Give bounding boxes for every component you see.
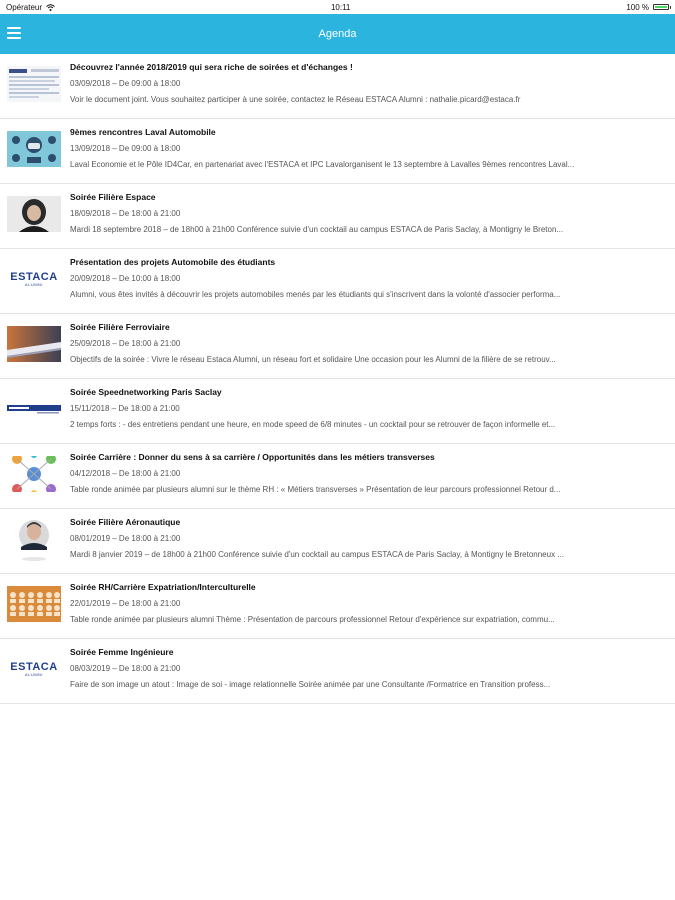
event-title: Soirée Filière Ferroviaire	[70, 322, 170, 332]
event-description: Table ronde animée par plusieurs alumni sur le thème RH : « Métiers transverses » Présentation de leur parcours professionnel Retour d...	[70, 485, 561, 494]
event-list-item[interactable]	[0, 509, 675, 574]
event-list-item[interactable]	[0, 249, 675, 314]
event-date: 08/01/2019 – De 18:00 à 21:00	[70, 534, 181, 543]
event-description: 2 temps forts : - des entretiens pendant une heure, en mode speed de 6/8 minutes - un cocktail pour se retrouver de façon informelle et...	[70, 420, 556, 429]
event-date: 08/03/2019 – De 18:00 à 21:00	[70, 664, 181, 673]
page-title: Agenda	[318, 28, 357, 40]
event-date: 18/09/2018 – De 18:00 à 21:00	[70, 209, 181, 218]
event-title: Présentation des projets Automobile des étudiants	[70, 257, 276, 267]
connected-car-thumbnail	[7, 131, 61, 167]
banner-thumbnail	[7, 391, 61, 427]
navigation-bar	[0, 14, 675, 54]
event-description: Faire de son image un atout : Image de soi - image relationnelle Soirée animée par une Consultante /Formatrice en Transition profess...	[70, 680, 551, 689]
clock: 10:11	[330, 2, 351, 12]
estaca-logo: ESTACA ALUMNI	[10, 270, 58, 287]
event-description: Mardi 8 janvier 2019 – de 18h00 à 21h00 Conférence suivie d'un cocktail au campus ESTACA de Paris Saclay, à Montigny le Bretonneux ...	[70, 550, 564, 559]
event-title: Soirée Speednetworking Paris Saclay	[70, 387, 222, 397]
event-list-item[interactable]	[0, 379, 675, 444]
event-description: Voir le document joint. Vous souhaitez participer à une soirée, contactez le Réseau ESTACA Alumni : nathalie.picard@estaca.fr	[70, 95, 521, 104]
event-description: Table ronde animée par plusieurs alumni Thème : Présentation de parcours professionnel Retour d'expérience sur expatriation, commu...	[70, 615, 555, 624]
portrait-thumbnail	[7, 515, 61, 563]
event-title: Soirée RH/Carrière Expatriation/Interculturelle	[70, 582, 256, 592]
hamburger-menu-icon[interactable]	[7, 27, 21, 39]
event-list-item[interactable]	[0, 444, 675, 509]
people-icons-thumbnail	[7, 586, 61, 622]
event-description: Laval Economie et le Pôle ID4Car, en partenariat avec l'ESTACA et IPC Lavalorganisent le 13 septembre à Lavalles 9èmes rencontres Laval...	[70, 160, 575, 169]
event-title: Découvrez l'année 2018/2019 qui sera riche de soirées et d'échanges !	[70, 62, 353, 72]
event-title: 9èmes rencontres Laval Automobile	[70, 127, 216, 137]
document-thumbnail	[7, 66, 61, 102]
event-date: 15/11/2018 – De 18:00 à 21:00	[70, 404, 180, 413]
carrier-label: Opérateur	[6, 2, 43, 12]
event-date: 25/09/2018 – De 18:00 à 21:00	[70, 339, 181, 348]
event-date: 22/01/2019 – De 18:00 à 21:00	[70, 599, 181, 608]
status-bar	[0, 0, 675, 14]
event-list	[0, 54, 675, 704]
event-list-item[interactable]	[0, 119, 675, 184]
event-list-item[interactable]	[0, 639, 675, 704]
event-list-item[interactable]	[0, 54, 675, 119]
event-title: Soirée Filière Espace	[70, 192, 156, 202]
network-graphic-thumbnail	[7, 456, 61, 492]
event-list-item[interactable]	[0, 574, 675, 639]
event-title: Soirée Femme Ingénieure	[70, 647, 174, 657]
battery-percentage: 100 %	[626, 2, 649, 12]
event-description: Alumni, vous êtes invités à découvrir les projets automobiles menés par les étudiants qui s'inscrivent dans la volonté d'associer performa...	[70, 290, 561, 299]
train-thumbnail	[7, 326, 61, 362]
event-description: Mardi 18 septembre 2018 – de 18h00 à 21h00 Conférence suivie d'un cocktail au campus ESTACA de Paris Saclay, à Montigny le Breton...	[70, 225, 564, 234]
event-title: Soirée Carrière : Donner du sens à sa carrière / Opportunités dans les métiers transverses	[70, 452, 435, 462]
event-title: Soirée Filière Aéronautique	[70, 517, 181, 527]
estaca-logo: ESTACA ALUMNI	[10, 660, 58, 677]
event-description: Objectifs de la soirée : Vivre le réseau Estaca Alumni, un réseau fort et solidaire Une occasion pour les Alumni de la filière de se retrouv...	[70, 355, 556, 364]
battery-icon	[653, 4, 669, 10]
speaker-photo-thumbnail	[7, 196, 61, 232]
event-date: 13/09/2018 – De 09:00 à 18:00	[70, 144, 181, 153]
event-date: 03/09/2018 – De 09:00 à 18:00	[70, 79, 181, 88]
event-date: 20/09/2018 – De 10:00 à 18:00	[70, 274, 181, 283]
wifi-icon	[46, 4, 55, 11]
event-date: 04/12/2018 – De 18:00 à 21:00	[70, 469, 181, 478]
event-list-item[interactable]	[0, 314, 675, 379]
event-list-item[interactable]	[0, 184, 675, 249]
